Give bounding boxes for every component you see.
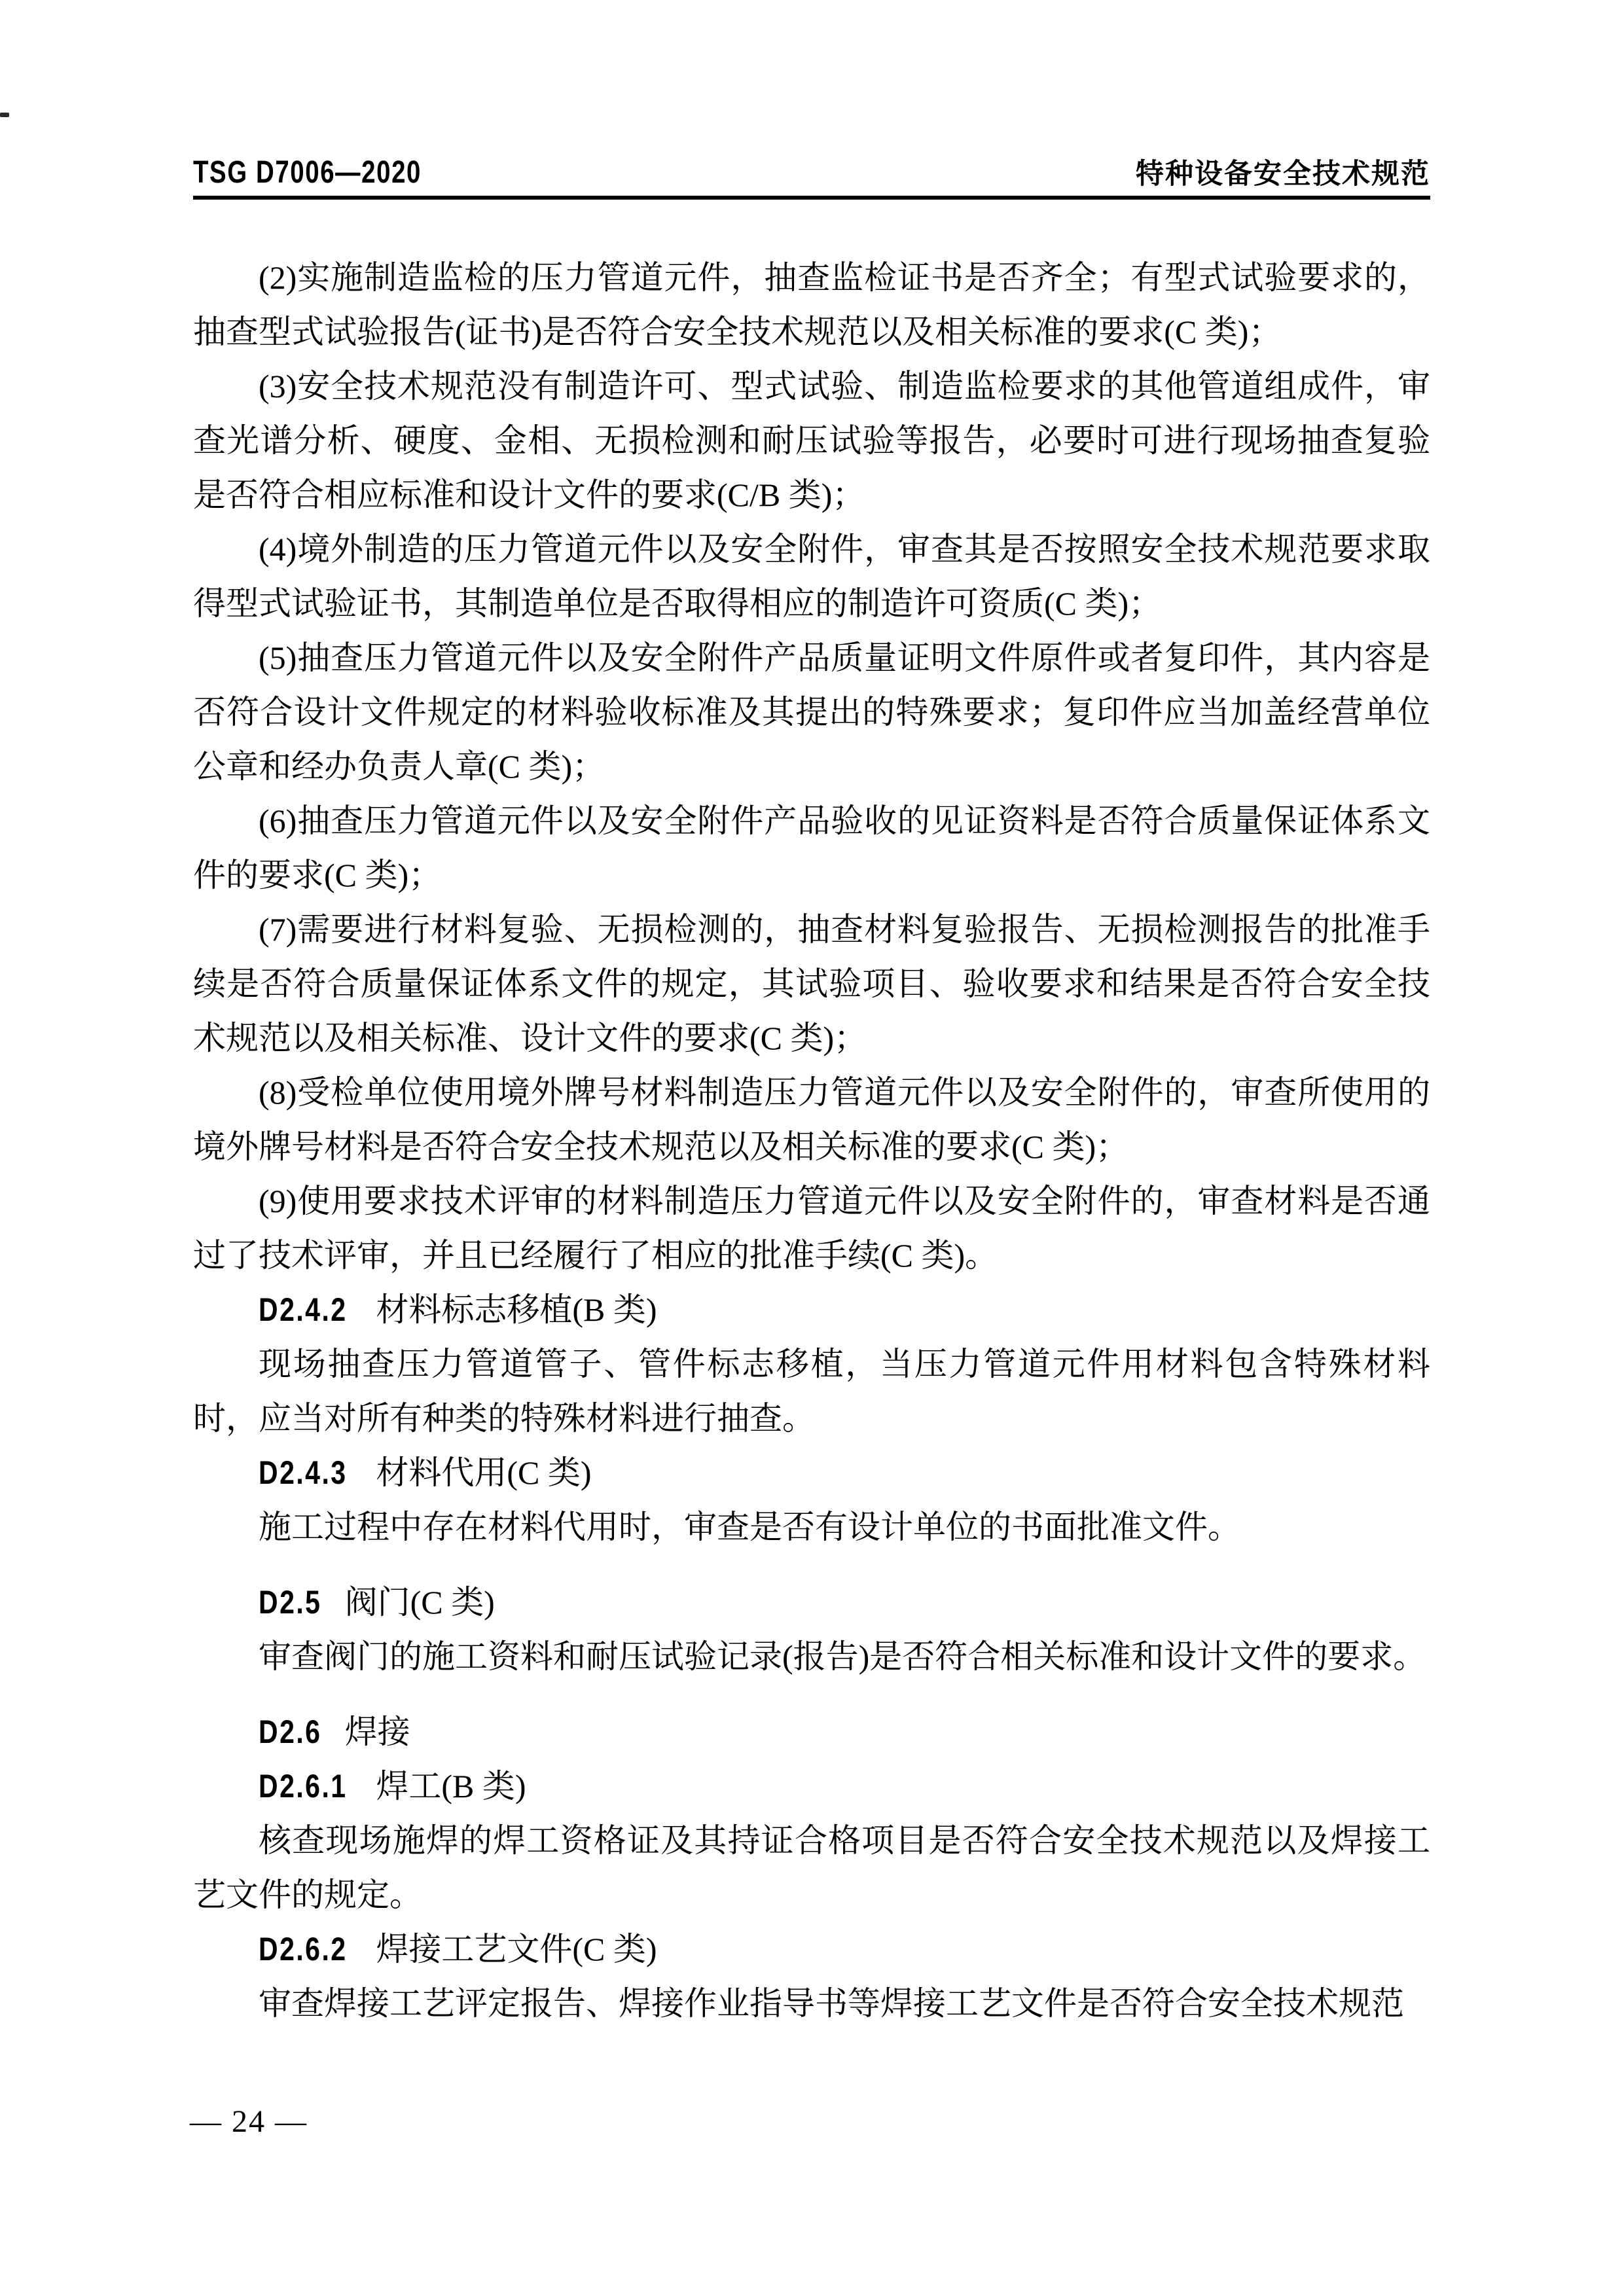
page-header (193, 157, 1430, 188)
page-footer (190, 2106, 308, 2138)
paragraph: (3)安全技术规范没有制造许可、型式试验、制造监检要求的其他管道组成件，审查光谱分析、硬度、金相、无损检测和耐压试验等报告，必要时可进行现场抽查复验是否符合相应标准和设计文件的要求(C/B 类)； (193, 368, 1430, 513)
paragraph: 现场抽查压力管道管子、管件标志移植，当压力管道元件用材料包含特殊材料时，应当对所有种类的特殊材料进行抽查。 (193, 1346, 1430, 1437)
doc-title: 特种设备安全技术规范 (1136, 158, 1430, 190)
clause-label: 焊工(B 类) (376, 1768, 526, 1804)
clause-number: D2.6.1 (259, 1768, 348, 1804)
clause-label: 材料标志移植(B 类) (376, 1291, 657, 1328)
clause-heading-d2-6 (193, 1705, 1430, 1759)
clause-number: D2.5 (259, 1584, 322, 1621)
scan-artifact (0, 113, 9, 117)
paragraph: (4)境外制造的压力管道元件以及安全附件，审查其是否按照安全技术规范要求取得型式试验证书，其制造单位是否取得相应的制造许可资质(C 类)； (193, 531, 1430, 622)
paragraph: (7)需要进行材料复验、无损检测的，抽查材料复验报告、无损检测报告的批准手续是否符合质量保证体系文件的规定，其试验项目、验收要求和结果是否符合安全技术规范以及相关标准、设计文件的要求(C 类)； (193, 911, 1430, 1056)
clause-number: D2.4.2 (259, 1291, 348, 1328)
clause-number: D2.4.3 (259, 1454, 348, 1491)
clause-label: 阀门(C 类) (344, 1584, 495, 1621)
paragraph: 审查焊接工艺评定报告、焊接作业指导书等焊接工艺文件是否符合安全技术规范 (259, 1985, 1404, 2022)
paragraph: 核查现场施焊的焊工资格证及其持证合格项目是否符合安全技术规范以及焊接工艺文件的规定。 (193, 1822, 1430, 1913)
clause-heading-d2-4-2 (193, 1283, 1430, 1337)
paragraph: (2)实施制造监检的压力管道元件，抽查监检证书是否齐全；有型式试验要求的，抽查型式试验报告(证书)是否符合安全技术规范以及相关标准的要求(C 类)； (193, 259, 1430, 350)
clause-heading-d2-6-1 (193, 1759, 1430, 1814)
clause-heading-d2-6-2 (193, 1922, 1430, 1977)
clause-heading-d2-5 (193, 1575, 1430, 1630)
document-body (193, 251, 1430, 2031)
paragraph: (6)抽查压力管道元件以及安全附件产品验收的见证资料是否符合质量保证体系文件的要求(C 类)； (193, 802, 1430, 893)
clause-label: 材料代用(C 类) (376, 1454, 592, 1491)
paragraph: (5)抽查压力管道元件以及安全附件产品质量证明文件原件或者复印件，其内容是否符合设计文件规定的材料验收标准及其提出的特殊要求；复印件应当加盖经营单位公章和经办负责人章(C 类)； (193, 639, 1430, 785)
paragraph: (9)使用要求技术评审的材料制造压力管道元件以及安全附件的，审查材料是否通过了技术评审，并且已经履行了相应的批准手续(C 类)。 (193, 1183, 1430, 1274)
page-number: — 24 — (190, 2104, 308, 2139)
clause-number: D2.6.2 (259, 1931, 348, 1967)
doc-code: TSG D7006—2020 (193, 155, 422, 190)
paragraph: 施工过程中存在材料代用时，审查是否有设计单位的书面批准文件。 (259, 1509, 1240, 1545)
paragraph: 审查阀门的施工资料和耐压试验记录(报告)是否符合相关标准和设计文件的要求。 (259, 1638, 1426, 1675)
clause-label: 焊接工艺文件(C 类) (376, 1931, 657, 1967)
clause-number: D2.6 (259, 1713, 322, 1750)
clause-label: 焊接 (344, 1713, 410, 1750)
clause-heading-d2-4-3 (193, 1446, 1430, 1500)
header-rule (193, 196, 1430, 200)
paragraph: (8)受检单位使用境外牌号材料制造压力管道元件以及安全附件的，审查所使用的境外牌号材料是否符合安全技术规范以及相关标准的要求(C 类)； (193, 1074, 1430, 1165)
